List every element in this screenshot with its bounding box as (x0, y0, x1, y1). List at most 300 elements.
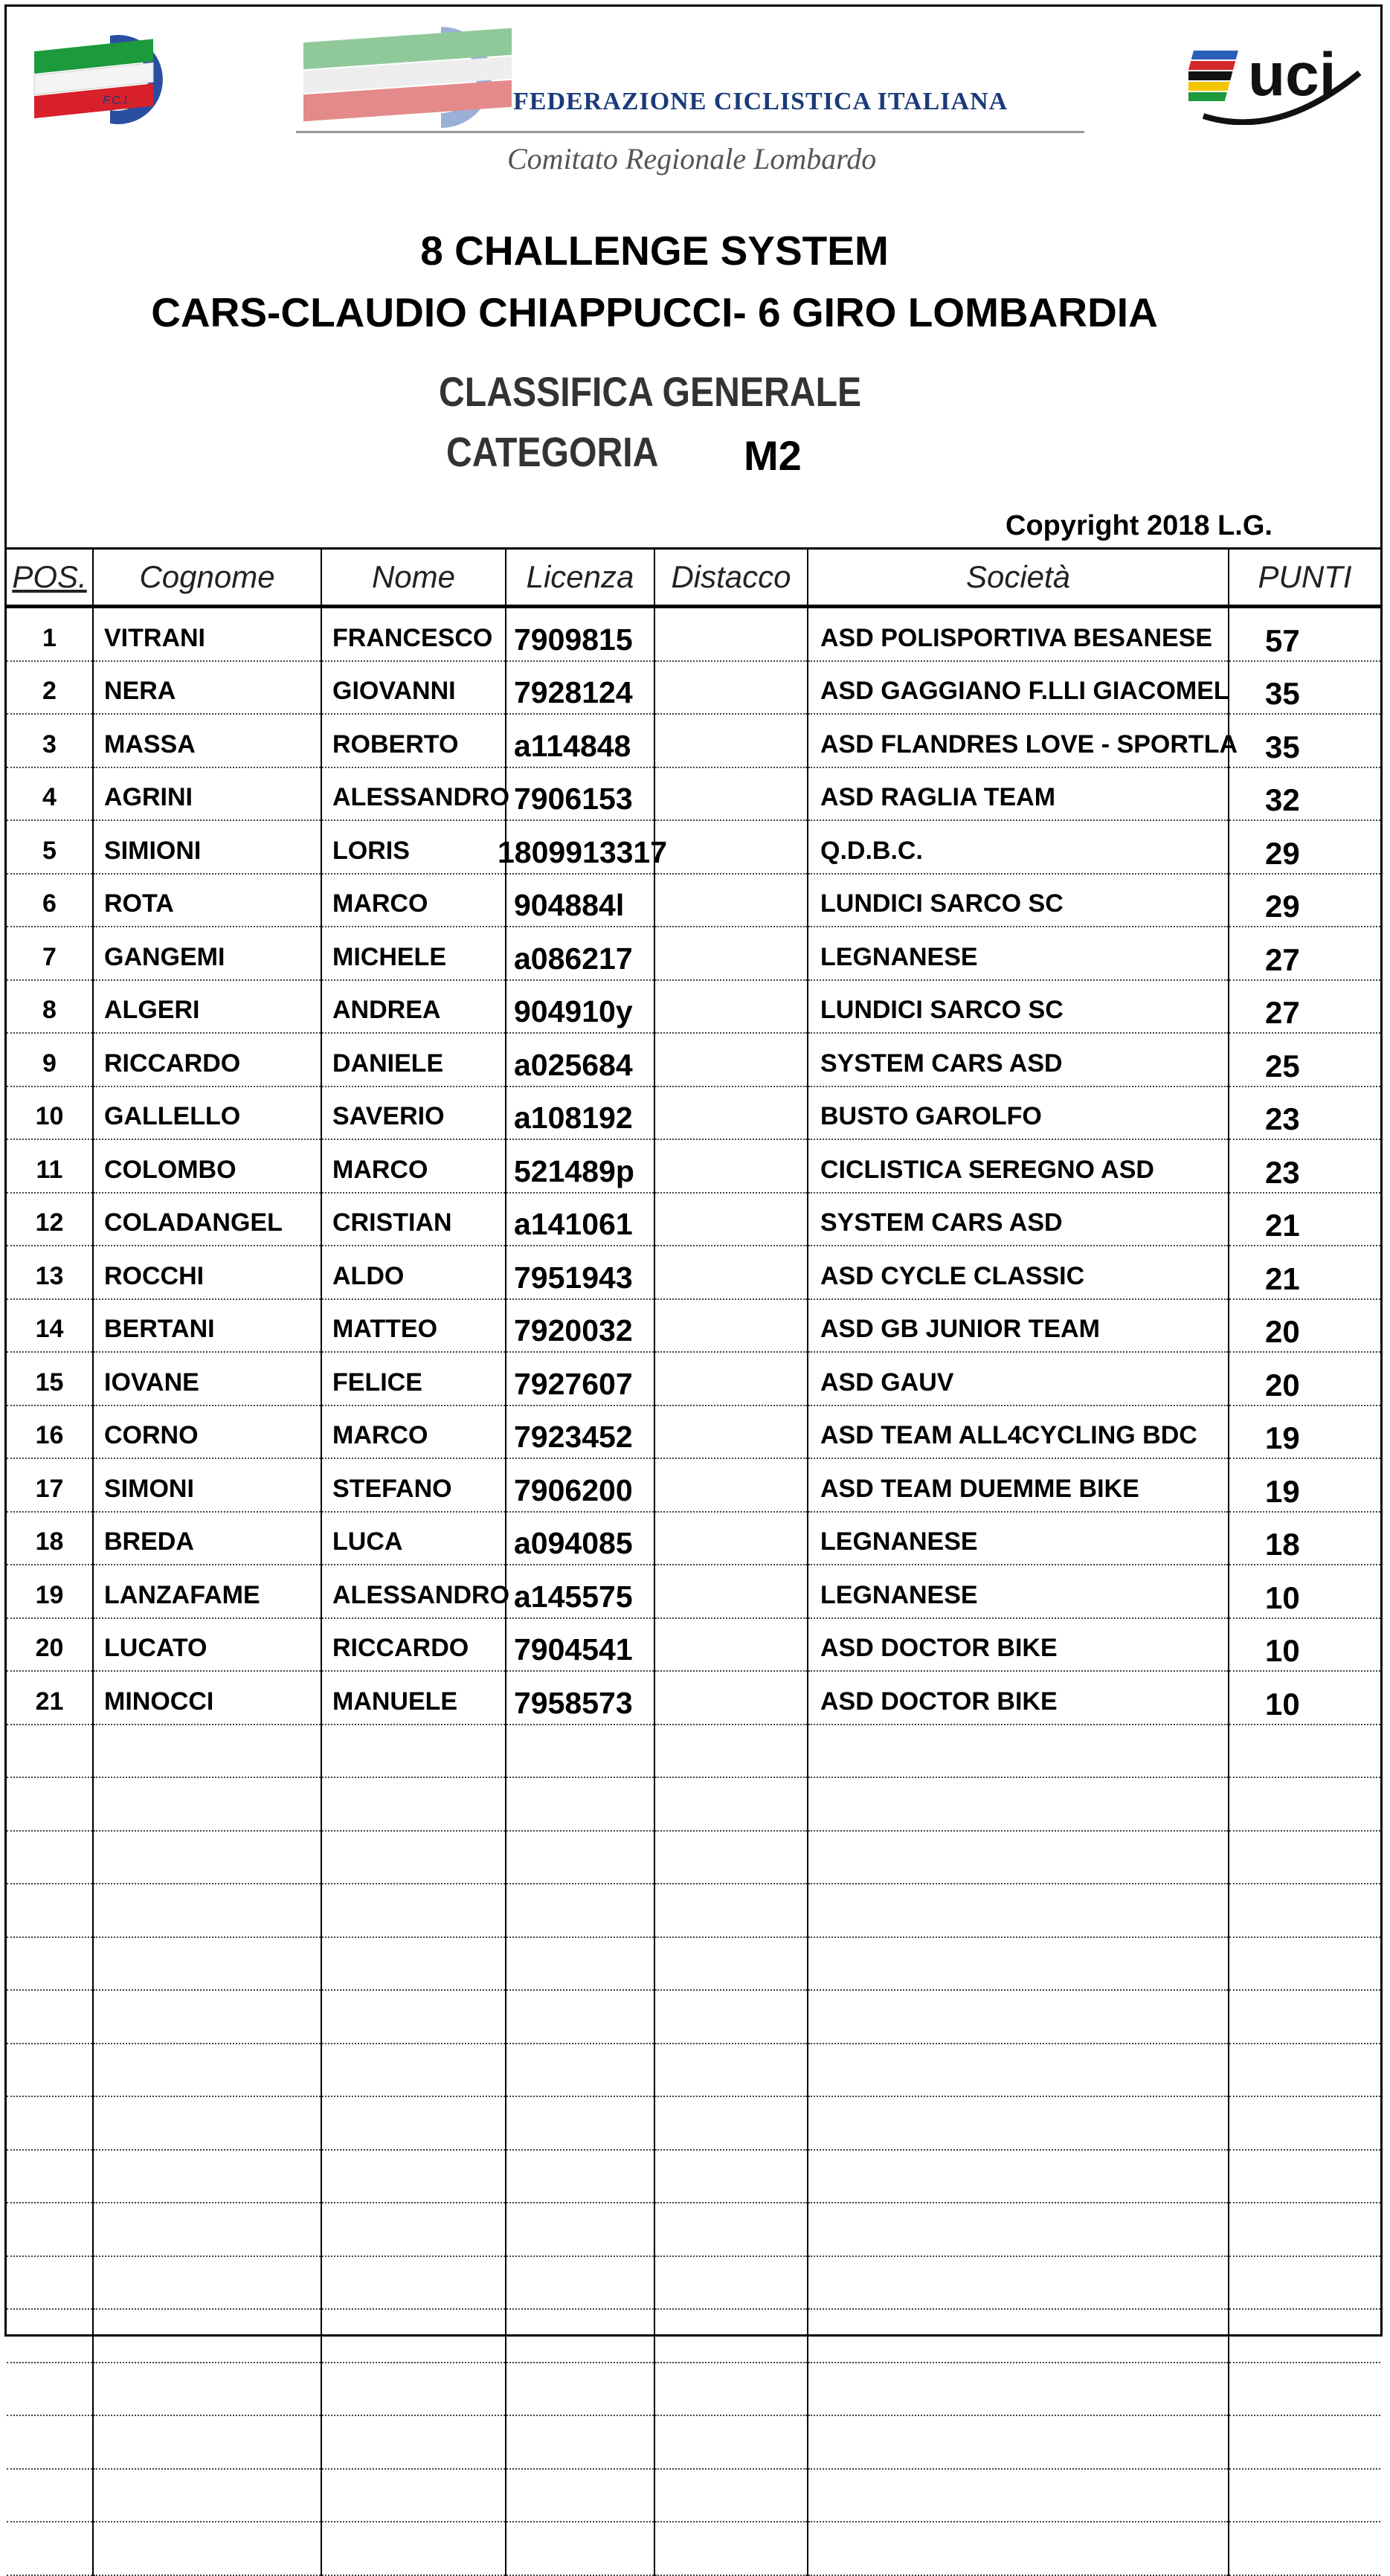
cell-punti: 20 (1229, 1352, 1380, 1405)
table-row (7, 1458, 1380, 1512)
cell-licenza (506, 2044, 654, 2097)
cell-societa (808, 2150, 1229, 2203)
cell-societa: SYSTEM CARS ASD (808, 1033, 1229, 1086)
table-row (7, 714, 1380, 767)
cell-pos (7, 1777, 93, 1831)
cell-societa (808, 2469, 1229, 2522)
cell-pos (7, 2203, 93, 2256)
cell-licenza: 7909815 (506, 607, 654, 661)
cell-punti: 21 (1229, 1193, 1380, 1246)
col-header-societa: Società (808, 550, 1229, 607)
cell-distacco (654, 1299, 808, 1353)
cell-punti: 10 (1229, 1565, 1380, 1618)
cell-licenza (506, 2363, 654, 2416)
table-row (7, 1086, 1380, 1140)
cell-pos: 10 (7, 1086, 93, 1140)
cell-nome: ALDO (321, 1246, 506, 1299)
cell-societa: ASD TEAM ALL4CYCLING BDC (808, 1405, 1229, 1459)
table-row (7, 2096, 1380, 2150)
cell-distacco (654, 2150, 808, 2203)
table-row (7, 1831, 1380, 1884)
cell-punti (1229, 2363, 1380, 2416)
cell-societa: LEGNANESE (808, 1512, 1229, 1565)
cell-distacco (654, 1139, 808, 1193)
cell-nome: DANIELE (321, 1033, 506, 1086)
table-row (7, 2044, 1380, 2097)
cell-pos: 9 (7, 1033, 93, 1086)
cell-punti: 27 (1229, 927, 1380, 980)
svg-text:uci: uci (1248, 41, 1336, 109)
cell-pos: 20 (7, 1618, 93, 1672)
cell-licenza: 904884l (506, 874, 654, 927)
cell-societa (808, 1777, 1229, 1831)
cell-distacco (654, 2044, 808, 2097)
cell-cognome: BREDA (93, 1512, 321, 1565)
cell-nome: MARCO (321, 1139, 506, 1193)
cell-distacco (654, 1352, 808, 1405)
cell-distacco (654, 2256, 808, 2310)
cell-punti (1229, 2256, 1380, 2310)
cell-pos: 6 (7, 874, 93, 927)
cell-punti (1229, 1884, 1380, 1937)
cell-punti: 19 (1229, 1405, 1380, 1459)
table-row (7, 1139, 1380, 1193)
cell-licenza: 7920032 (506, 1299, 654, 1353)
cell-societa: ASD CYCLE CLASSIC (808, 1246, 1229, 1299)
cell-punti (1229, 2044, 1380, 2097)
table-row (7, 2256, 1380, 2310)
cell-societa (808, 1725, 1229, 1778)
cell-punti: 27 (1229, 980, 1380, 1034)
cell-distacco (654, 2469, 808, 2522)
cell-pos (7, 2044, 93, 2097)
cell-distacco (654, 1725, 808, 1778)
cell-pos: 1 (7, 607, 93, 661)
cell-cognome: IOVANE (93, 1352, 321, 1405)
table-header-row (7, 550, 1380, 607)
cell-societa: ASD TEAM DUEMME BIKE (808, 1458, 1229, 1512)
cell-societa: LEGNANESE (808, 1565, 1229, 1618)
cell-pos: 19 (7, 1565, 93, 1618)
cell-distacco (654, 2522, 808, 2575)
cell-nome: MARCO (321, 1405, 506, 1459)
cell-distacco (654, 2415, 808, 2469)
cell-nome (321, 1831, 506, 1884)
cell-licenza: a025684 (506, 1033, 654, 1086)
table-row (7, 1990, 1380, 2044)
cell-societa: ASD FLANDRES LOVE - SPORTLA (808, 714, 1229, 767)
cell-pos: 4 (7, 767, 93, 821)
table-row (7, 1033, 1380, 1086)
cell-nome: ALESSANDRO (321, 767, 506, 821)
cell-nome (321, 1777, 506, 1831)
cell-punti (1229, 2096, 1380, 2150)
cell-nome: MANUELE (321, 1671, 506, 1725)
cell-punti: 19 (1229, 1458, 1380, 1512)
cell-distacco (654, 1777, 808, 1831)
cell-pos: 18 (7, 1512, 93, 1565)
table-row (7, 661, 1380, 715)
cell-licenza (506, 2096, 654, 2150)
col-header-distacco: Distacco (654, 550, 808, 607)
cell-licenza: a114848 (506, 714, 654, 767)
cell-nome: MARCO (321, 874, 506, 927)
cell-cognome: VITRANI (93, 607, 321, 661)
cell-punti: 18 (1229, 1512, 1380, 1565)
cell-licenza (506, 2309, 654, 2363)
cell-cognome: AGRINI (93, 767, 321, 821)
cell-pos (7, 2256, 93, 2310)
cell-pos (7, 2150, 93, 2203)
table-row (7, 820, 1380, 874)
cell-cognome: SIMONI (93, 1458, 321, 1512)
cell-cognome: COLADANGEL (93, 1193, 321, 1246)
divider (296, 131, 1084, 133)
cell-licenza (506, 2522, 654, 2575)
table-row (7, 2309, 1380, 2363)
table-row (7, 1246, 1380, 1299)
event-subtitle: CARS-CLAUDIO CHIAPPUCCI- 6 GIRO LOMBARDIA (151, 289, 1158, 335)
cell-cognome (93, 2203, 321, 2256)
cell-pos: 14 (7, 1299, 93, 1353)
table-row (7, 2150, 1380, 2203)
cell-licenza (506, 2256, 654, 2310)
cell-societa (808, 2309, 1229, 2363)
cell-societa: SYSTEM CARS ASD (808, 1193, 1229, 1246)
cell-cognome: CORNO (93, 1405, 321, 1459)
cell-distacco (654, 767, 808, 821)
cell-nome: FELICE (321, 1352, 506, 1405)
cell-societa (808, 2044, 1229, 2097)
cell-societa: ASD GB JUNIOR TEAM (808, 1299, 1229, 1353)
cell-societa: ASD DOCTOR BIKE (808, 1618, 1229, 1672)
cell-distacco (654, 1831, 808, 1884)
cell-punti (1229, 2309, 1380, 2363)
cell-licenza (506, 2203, 654, 2256)
cell-distacco (654, 1565, 808, 1618)
cell-licenza: 7927607 (506, 1352, 654, 1405)
cell-punti: 57 (1229, 607, 1380, 661)
table-row (7, 607, 1380, 661)
cell-distacco (654, 1937, 808, 1991)
table-row (7, 1193, 1380, 1246)
cell-cognome: LUCATO (93, 1618, 321, 1672)
uci-logo (1188, 28, 1374, 125)
cell-cognome: SIMIONI (93, 820, 321, 874)
table-row (7, 1937, 1380, 1991)
col-header-licenza: Licenza (506, 550, 654, 607)
cell-licenza (506, 2469, 654, 2522)
cell-pos: 5 (7, 820, 93, 874)
cell-punti (1229, 2150, 1380, 2203)
cell-societa (808, 2363, 1229, 2416)
cell-societa: ASD POLISPORTIVA BESANESE (808, 607, 1229, 661)
cell-punti: 21 (1229, 1246, 1380, 1299)
table-row (7, 2203, 1380, 2256)
cell-distacco (654, 1990, 808, 2044)
col-header-pos: POS. (7, 550, 93, 607)
cell-licenza (506, 1725, 654, 1778)
cell-distacco (654, 1671, 808, 1725)
cell-cognome (93, 2522, 321, 2575)
table-row (7, 1884, 1380, 1937)
cell-pos: 13 (7, 1246, 93, 1299)
cell-nome (321, 2522, 506, 2575)
cell-societa (808, 2096, 1229, 2150)
cell-nome: MICHELE (321, 927, 506, 980)
cell-distacco (654, 980, 808, 1034)
table-row (7, 1512, 1380, 1565)
cell-societa (808, 2203, 1229, 2256)
cell-licenza (506, 1990, 654, 2044)
cell-licenza: a108192 (506, 1086, 654, 1140)
cell-nome (321, 2256, 506, 2310)
table-row (7, 2522, 1380, 2575)
cell-nome (321, 2363, 506, 2416)
svg-text:F.C.I.: F.C.I. (103, 94, 131, 107)
cell-punti: 23 (1229, 1086, 1380, 1140)
cell-punti: 20 (1229, 1299, 1380, 1353)
cell-cognome (93, 2096, 321, 2150)
cell-cognome: COLOMBO (93, 1139, 321, 1193)
cell-distacco (654, 661, 808, 715)
cell-nome (321, 2203, 506, 2256)
cell-societa: LUNDICI SARCO SC (808, 874, 1229, 927)
fci-logo (28, 30, 193, 126)
cell-pos (7, 1831, 93, 1884)
table-row (7, 1725, 1380, 1778)
cell-pos (7, 2309, 93, 2363)
cell-nome (321, 2309, 506, 2363)
cell-punti: 23 (1229, 1139, 1380, 1193)
cell-nome (321, 1884, 506, 1937)
cell-punti (1229, 2203, 1380, 2256)
cell-cognome (93, 1937, 321, 1991)
cell-cognome (93, 1990, 321, 2044)
cell-distacco (654, 714, 808, 767)
cell-distacco (654, 1458, 808, 1512)
table-row (7, 1565, 1380, 1618)
cell-licenza: 7923452 (506, 1405, 654, 1459)
cell-nome: SAVERIO (321, 1086, 506, 1140)
cell-cognome: NERA (93, 661, 321, 715)
cell-societa (808, 2256, 1229, 2310)
cell-punti: 10 (1229, 1618, 1380, 1672)
table-row (7, 2469, 1380, 2522)
cell-licenza (506, 2415, 654, 2469)
regional-committee: Comitato Regionale Lombardo (507, 142, 877, 176)
cell-cognome: LANZAFAME (93, 1565, 321, 1618)
cell-pos: 2 (7, 661, 93, 715)
table-row (7, 927, 1380, 980)
cell-pos: 8 (7, 980, 93, 1034)
cell-societa (808, 1884, 1229, 1937)
cell-societa: LEGNANESE (808, 927, 1229, 980)
cell-cognome: RICCARDO (93, 1033, 321, 1086)
cell-punti (1229, 2469, 1380, 2522)
cell-societa: CICLISTICA SEREGNO ASD (808, 1139, 1229, 1193)
cell-societa: ASD DOCTOR BIKE (808, 1671, 1229, 1725)
cell-licenza (506, 1937, 654, 1991)
cell-pos (7, 1937, 93, 1991)
table-row (7, 2415, 1380, 2469)
cell-distacco (654, 2203, 808, 2256)
cell-licenza: 7904541 (506, 1618, 654, 1672)
cell-distacco (654, 1618, 808, 1672)
cell-cognome: ROCCHI (93, 1246, 321, 1299)
cell-licenza: 7928124 (506, 661, 654, 715)
cell-pos: 21 (7, 1671, 93, 1725)
cell-cognome (93, 2363, 321, 2416)
cell-punti (1229, 1937, 1380, 1991)
table-row (7, 1299, 1380, 1353)
cell-pos: 12 (7, 1193, 93, 1246)
cell-punti: 29 (1229, 820, 1380, 874)
cell-licenza: a145575 (506, 1565, 654, 1618)
cell-licenza: a141061 (506, 1193, 654, 1246)
cell-societa (808, 1831, 1229, 1884)
cell-licenza (506, 1884, 654, 1937)
cell-cognome (93, 1777, 321, 1831)
cell-nome (321, 1990, 506, 2044)
cell-pos: 11 (7, 1139, 93, 1193)
cell-societa: LUNDICI SARCO SC (808, 980, 1229, 1034)
cell-pos (7, 2469, 93, 2522)
cell-pos: 16 (7, 1405, 93, 1459)
cell-pos (7, 2363, 93, 2416)
cell-nome (321, 2150, 506, 2203)
cell-distacco (654, 1086, 808, 1140)
table-row (7, 1352, 1380, 1405)
cell-cognome (93, 1831, 321, 1884)
cell-cognome: GALLELLO (93, 1086, 321, 1140)
cell-licenza: a086217 (506, 927, 654, 980)
cell-nome: CRISTIAN (321, 1193, 506, 1246)
cell-nome: ALESSANDRO (321, 1565, 506, 1618)
cell-cognome: MASSA (93, 714, 321, 767)
cell-pos (7, 2096, 93, 2150)
cell-societa: Q.D.B.C. (808, 820, 1229, 874)
col-header-punti: PUNTI (1229, 550, 1380, 607)
cell-distacco (654, 874, 808, 927)
cell-licenza (506, 1777, 654, 1831)
cell-punti (1229, 1990, 1380, 2044)
cell-cognome: BERTANI (93, 1299, 321, 1353)
event-title: 8 CHALLENGE SYSTEM (420, 228, 889, 274)
cell-nome (321, 1937, 506, 1991)
cell-licenza: 7958573 (506, 1671, 654, 1725)
cell-pos: 7 (7, 927, 93, 980)
federation-name: FEDERAZIONE CICLISTICA ITALIANA (513, 88, 1008, 115)
cell-licenza: 521489p (506, 1139, 654, 1193)
cell-punti (1229, 2415, 1380, 2469)
cell-pos: 15 (7, 1352, 93, 1405)
cell-punti (1229, 1831, 1380, 1884)
cell-nome: FRANCESCO (321, 607, 506, 661)
cell-societa (808, 1990, 1229, 2044)
cell-cognome (93, 2469, 321, 2522)
cell-distacco (654, 1884, 808, 1937)
cell-punti: 29 (1229, 874, 1380, 927)
cell-cognome: MINOCCI (93, 1671, 321, 1725)
cell-cognome (93, 2256, 321, 2310)
category-value: M2 (744, 432, 802, 479)
cell-pos (7, 2522, 93, 2575)
cell-licenza: a094085 (506, 1512, 654, 1565)
cell-nome: STEFANO (321, 1458, 506, 1512)
cell-nome: GIOVANNI (321, 661, 506, 715)
cell-societa: BUSTO GAROLFO (808, 1086, 1229, 1140)
cell-punti (1229, 1725, 1380, 1778)
cell-cognome (93, 1725, 321, 1778)
standings-table (7, 550, 1380, 2576)
cell-societa (808, 2415, 1229, 2469)
table-row (7, 1777, 1380, 1831)
cell-cognome (93, 1884, 321, 1937)
cell-licenza (506, 1831, 654, 1884)
table-row (7, 767, 1380, 821)
cell-societa (808, 2522, 1229, 2575)
cell-licenza: 904910y (506, 980, 654, 1034)
table-row (7, 874, 1380, 927)
cell-distacco (654, 1512, 808, 1565)
cell-licenza: 7906200 (506, 1458, 654, 1512)
cell-distacco (654, 607, 808, 661)
cell-distacco (654, 1405, 808, 1459)
cell-nome: LORIS (321, 820, 506, 874)
cell-pos: 17 (7, 1458, 93, 1512)
cell-nome (321, 2096, 506, 2150)
cell-societa: ASD GAGGIANO F.LLI GIACOMEL (808, 661, 1229, 715)
cell-nome: MATTEO (321, 1299, 506, 1353)
cell-punti: 10 (1229, 1671, 1380, 1725)
cell-punti: 25 (1229, 1033, 1380, 1086)
cell-cognome (93, 2150, 321, 2203)
cell-licenza (506, 2150, 654, 2203)
cell-licenza: 7906153 (506, 767, 654, 821)
table-row (7, 2363, 1380, 2416)
col-header-cognome: Cognome (93, 550, 321, 607)
cell-distacco (654, 820, 808, 874)
cell-distacco (654, 2096, 808, 2150)
cell-pos (7, 1884, 93, 1937)
cell-pos (7, 1725, 93, 1778)
cell-societa: ASD GAUV (808, 1352, 1229, 1405)
cell-societa (808, 1937, 1229, 1991)
cell-pos (7, 2415, 93, 2469)
cell-distacco (654, 1193, 808, 1246)
table-row (7, 1405, 1380, 1459)
table-row (7, 1671, 1380, 1725)
cell-nome: LUCA (321, 1512, 506, 1565)
copyright-notice: Copyright 2018 L.G. (1006, 510, 1272, 541)
cell-nome (321, 1725, 506, 1778)
cell-nome (321, 2469, 506, 2522)
cell-distacco (654, 927, 808, 980)
cell-nome: ANDREA (321, 980, 506, 1034)
cell-pos: 3 (7, 714, 93, 767)
col-header-nome: Nome (321, 550, 506, 607)
cell-licenza: 7951943 (506, 1246, 654, 1299)
cell-distacco (654, 2363, 808, 2416)
cell-punti: 32 (1229, 767, 1380, 821)
cell-licenza: 1809913317 (506, 820, 654, 874)
cell-nome (321, 2044, 506, 2097)
cell-nome (321, 2415, 506, 2469)
cell-societa: ASD RAGLIA TEAM (808, 767, 1229, 821)
cell-pos (7, 1990, 93, 2044)
cell-cognome (93, 2309, 321, 2363)
